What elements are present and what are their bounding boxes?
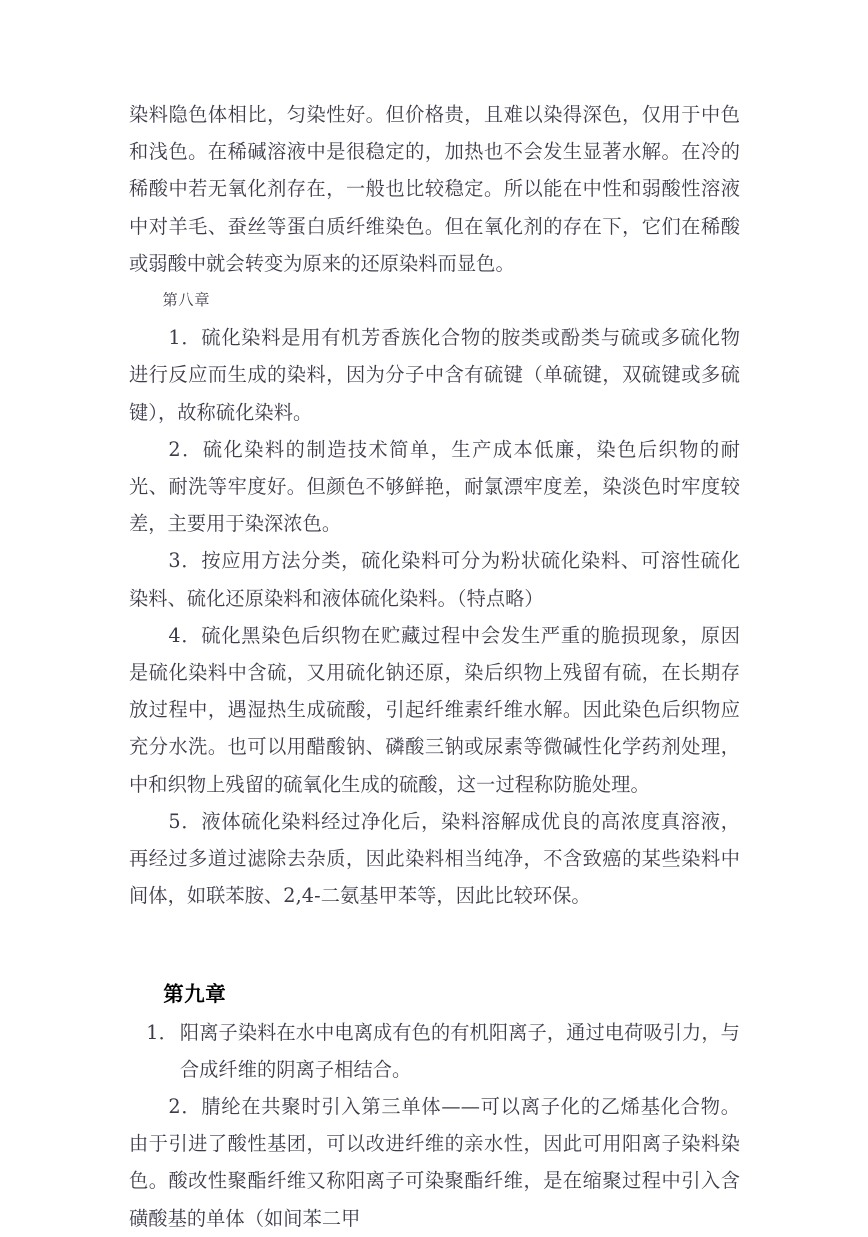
page-content <box>129 96 740 1237</box>
item-text: 硫化染料是用有机芳香族化合物的胺类或酚类与硫或多硫化物进行反应而生成的染料，因为分子中含有硫键（单硫键，双硫键或多硫键），故称硫化染料。 <box>129 326 740 424</box>
chapter-8-heading: 第八章 <box>162 291 211 310</box>
chapter-9-heading: 第九章 <box>163 982 227 1007</box>
chapter-8-item-3 <box>129 542 740 616</box>
item-number: 1． <box>146 1020 178 1044</box>
item-number: 1． <box>168 326 202 350</box>
item-text: 液体硫化染料经过净化后，染料溶解成优良的高浓度真溶液，再经过多道过滤除去杂质，因此染料相当纯净，不含致癌的某些染料中间体，如联苯胺、2,4-二氨基甲苯等，因此比较环保。 <box>129 809 740 908</box>
item-text: 硫化染料的制造技术简单，生产成本低廉，染色后织物的耐光、耐洗等牢度好。但颜色不够鲜艳，耐氯漂牢度差，染淡色时牢度较差，主要用于染深浓色。 <box>129 437 740 536</box>
item-number: 2． <box>168 1095 202 1119</box>
chapter-8-item-1 <box>129 319 740 431</box>
item-text: 硫化黑染色后织物在贮藏过程中会发生严重的脆损现象，原因是硫化染料中含硫，又用硫化钠还原，染后织物上残留有硫，在长期存放过程中，遇湿热生成硫酸，引起纤维素纤维水解。因此染色后织物应充分水洗。也可以用醋酸钠、磷酸三钠或尿素等微碱性化学药剂处理，中和织物上残留的硫氧化生成的硫酸，这一过程称防脆处理。 <box>129 623 740 796</box>
chapter-8-item-5 <box>129 803 740 915</box>
item-number: 5． <box>168 809 202 833</box>
item-number: 2． <box>168 437 203 461</box>
chapter-9-item-1 <box>146 1014 740 1088</box>
item-number: 3． <box>168 549 202 573</box>
chapter-8-item-2 <box>129 431 740 543</box>
item-text: 阳离子染料在水中电离成有色的有机阳离子，通过电荷吸引力，与合成纤维的阴离子相结合。 <box>179 1020 740 1081</box>
item-number: 4． <box>168 623 202 647</box>
item-text: 腈纶在共聚时引入第三单体——可以离子化的乙烯基化合物。由于引进了酸性基团，可以改进纤维的亲水性，因此可用阳离子染料染色。酸改性聚酯纤维又称阳离子可染聚酯纤维，是在缩聚过程中引入含磺酸基的单体（如间苯二甲 <box>129 1095 740 1230</box>
section-spacer <box>129 914 740 976</box>
intro-paragraph: 染料隐色体相比，匀染性好。但价格贵，且难以染得深色，仅用于中色和浅色。在稀碱溶液中是很稳定的，加热也不会发生显著水解。在冷的稀酸中若无氧化剂存在，一般也比较稳定。所以能在中性和弱酸性溶液中对羊毛、蚕丝等蛋白质纤维染色。但在氧化剂的存在下，它们在稀酸或弱酸中就会转变为原来的还原染料而显色。 <box>129 103 740 275</box>
chapter-9-item-2 <box>129 1088 740 1237</box>
chapter-8-item-4 <box>129 617 740 803</box>
item-text: 按应用方法分类，硫化染料可分为粉状硫化染料、可溶性硫化染料、硫化还原染料和液体硫化染料。（特点略） <box>129 549 740 610</box>
